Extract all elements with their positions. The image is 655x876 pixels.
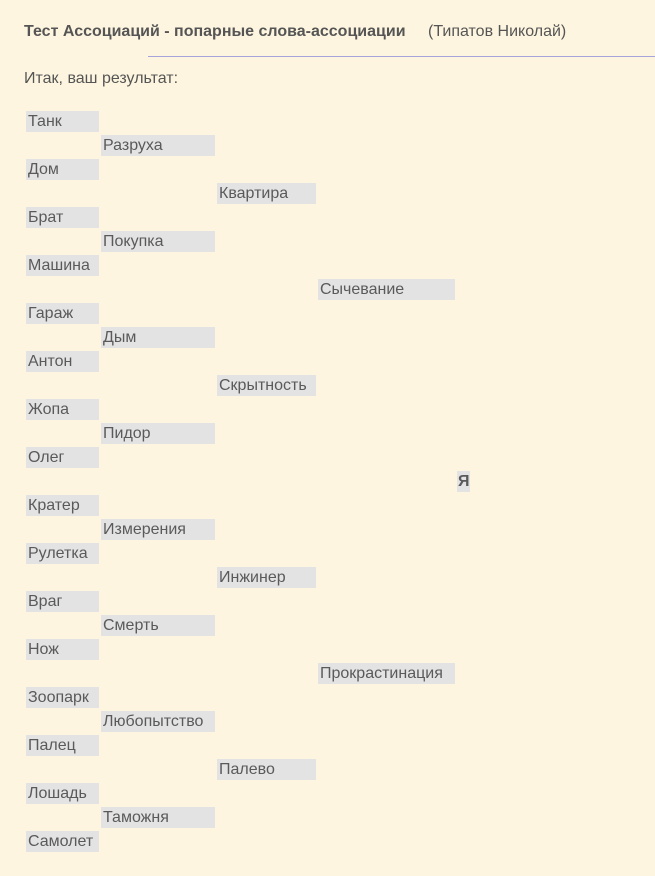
- word-cell-level1: Лошадь: [26, 783, 99, 804]
- word-cell-level1: Враг: [26, 591, 99, 612]
- word-cell-level1: Палец: [26, 735, 99, 756]
- word-cell-level2: Любопытство: [101, 711, 215, 732]
- word-cell-level1: Зоопарк: [26, 687, 99, 708]
- word-cell-level1: Гараж: [26, 303, 99, 324]
- word-cell-level4: Прокрастинация: [318, 663, 455, 684]
- word-cell-level3: Палево: [217, 759, 316, 780]
- word-cell-level2: Разруха: [101, 135, 215, 156]
- word-cell-level1: Олег: [26, 447, 99, 468]
- word-cell-level1: Рулетка: [26, 543, 99, 564]
- word-cell-level1: Жопа: [26, 399, 99, 420]
- word-cell-level2: Таможня: [101, 807, 215, 828]
- word-cell-level2: Пидор: [101, 423, 215, 444]
- final-result-cell: Я: [458, 473, 470, 490]
- result-intro: Итак, ваш результат:: [24, 70, 179, 87]
- word-cell-level2: Измерения: [101, 519, 215, 540]
- word-cell-level1: Дом: [26, 159, 99, 180]
- word-cell-level4: Сычевание: [318, 279, 455, 300]
- word-cell-level1: Машина: [26, 255, 99, 276]
- word-cell-level2: Покупка: [101, 231, 215, 252]
- word-cell-level2: Дым: [101, 327, 215, 348]
- word-cell-level3: Инжинер: [217, 567, 316, 588]
- page-title: [24, 23, 566, 41]
- word-cell-level1: Антон: [26, 351, 99, 372]
- word-cell-level1: Самолет: [26, 831, 99, 852]
- test-title: Тест Ассоциаций - попарные слова-ассоциации: [24, 23, 406, 40]
- word-cell-level1: Танк: [26, 111, 99, 132]
- word-cell-level1: Нож: [26, 639, 99, 660]
- word-cell-level1: Кратер: [26, 495, 99, 516]
- word-cell-level3: Квартира: [217, 183, 316, 204]
- word-cell-level3: Скрытность: [217, 375, 316, 396]
- title-divider: [148, 56, 655, 57]
- word-cell-level1: Брат: [26, 207, 99, 228]
- author-name: (Типатов Николай): [427, 23, 567, 40]
- word-cell-level2: Смерть: [101, 615, 215, 636]
